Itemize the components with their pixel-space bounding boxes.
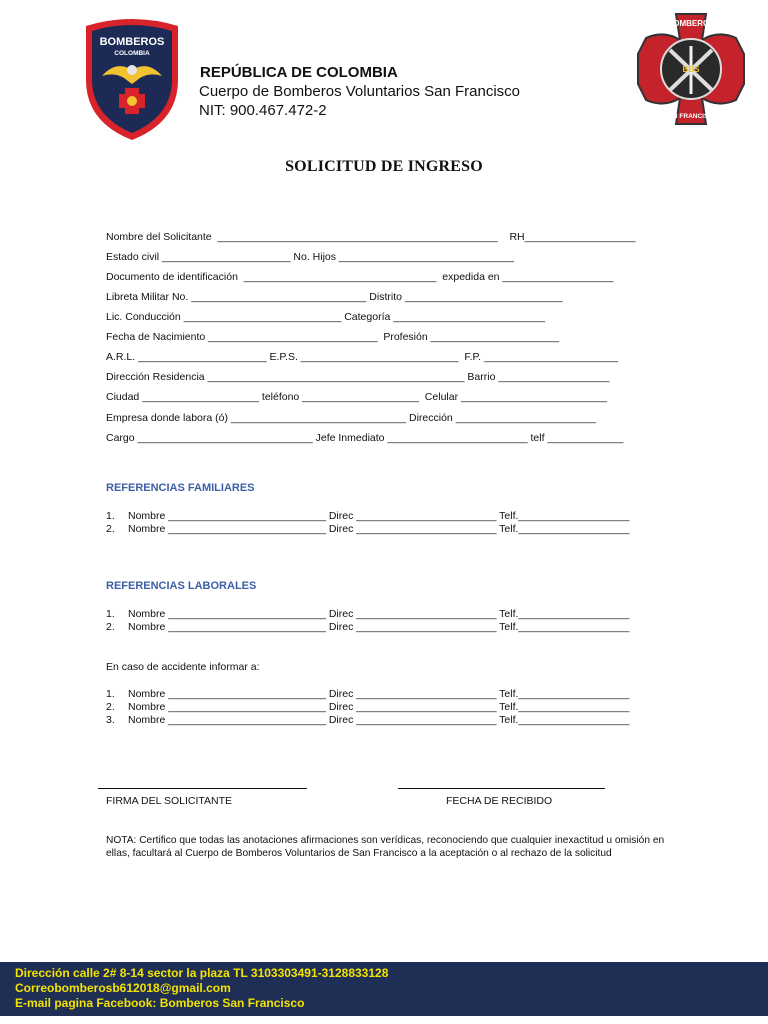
reference-row [106,523,629,535]
reference-fields: Nombre ___________________________ Direc ________________________ Telf.___________________ [128,621,630,633]
svg-text:BOMBEROS: BOMBEROS [667,19,715,28]
reference-row [106,701,629,713]
header-nit: NIT: 900.467.472-2 [199,102,327,119]
reference-number: 1. [106,608,115,620]
reference-number: 2. [106,621,115,633]
reference-fields: Nombre ___________________________ Direc ________________________ Telf.___________________ [128,714,630,726]
form-line-estado-civil-hijos: Estado civil ______________________ No. Hijos ______________________________ [106,251,515,263]
header-country: REPÚBLICA DE COLOMBIA [200,64,398,81]
section-title-referencias-familiares: REFERENCIAS FAMILIARES [106,482,255,494]
signature-line-received [398,788,605,789]
svg-text:SAN FRANCISCO: SAN FRANCISCO [663,113,719,120]
header-organization: Cuerpo de Bomberos Voluntarios San Francisco [199,83,521,100]
form-line-nacimiento-profesion: Fecha de Nacimiento _____________________________ Profesión ______________________ [106,331,560,343]
section-title-accidente: En caso de accidente informar a: [106,661,260,673]
signature-line-applicant [98,788,307,789]
reference-number: 1. [106,510,115,522]
bomberos-san-francisco-badge-logo [632,10,750,128]
reference-row [106,688,629,700]
section-title-referencias-laborales: REFERENCIAS LABORALES [106,580,257,592]
reference-row [106,714,629,726]
svg-text:BOMBEROS: BOMBEROS [99,36,165,48]
form-line-direccion-barrio: Dirección Residencia ____________________________________________ Barrio ___________________ [106,371,610,383]
signature-label-applicant: FIRMA DEL SOLICITANTE [106,795,233,807]
reference-number: 1. [106,688,115,700]
reference-number: 2. [106,701,115,713]
svg-text:BBS: BBS [682,65,700,74]
reference-fields: Nombre ___________________________ Direc ________________________ Telf.___________________ [128,510,630,522]
form-line-ciudad-telefono-celular: Ciudad ____________________ teléfono ____________________ Celular _________________________ [106,391,607,403]
footer-facebook: E-mail pagina Facebook: Bomberos San Francisco [15,996,305,1010]
reference-fields: Nombre ___________________________ Direc ________________________ Telf.___________________ [128,701,630,713]
form-line-arl-eps-fp: A.R.L. ______________________ E.P.S. ___________________________ F.P. _______________________ [106,351,619,363]
svg-text:COLOMBIA: COLOMBIA [114,50,150,57]
reference-row [106,510,629,522]
bomberos-colombia-shield-logo [80,18,184,142]
form-line-nombre-rh: Nombre del Solicitante ________________________________________________ RH___________________ [106,231,636,243]
reference-row [106,621,629,633]
reference-fields: Nombre ___________________________ Direc ________________________ Telf.___________________ [128,523,630,535]
reference-fields: Nombre ___________________________ Direc ________________________ Telf.___________________ [128,608,630,620]
form-line-licencia-categoria: Lic. Conducción ___________________________ Categoría __________________________ [106,311,546,323]
reference-fields: Nombre ___________________________ Direc ________________________ Telf.___________________ [128,688,630,700]
nota-paragraph: NOTA: Certifico que todas las anotaciones afirmaciones son verídicas, reconociendo que cualquier inexactitud u omisión en ellas, facultará al Cuerpo de Bomberos Voluntarios de San Francisco a la aceptación o al rechazo de la solicitud [106,835,665,859]
form-line-empresa-direccion: Empresa donde labora (ó) ______________________________ Dirección ________________________ [106,412,596,424]
reference-number: 3. [106,714,115,726]
signature-label-received: FECHA DE RECIBIDO [446,795,553,807]
form-line-cargo-jefe-telf: Cargo ______________________________ Jefe Inmediato ________________________ telf _____________ [106,432,624,444]
reference-number: 2. [106,523,115,535]
footer-email: Correobomberosb612018@gmail.com [15,981,231,995]
reference-row [106,608,629,620]
document-title: SOLICITUD DE INGRESO [285,158,483,175]
footer-address: Dirección calle 2# 8-14 sector la plaza TL 3103303491-3128833128 [15,966,389,980]
form-line-libreta-distrito: Libreta Militar No. ______________________________ Distrito ___________________________ [106,291,563,303]
form-line-documento-expedida: Documento de identificación _________________________________ expedida en ___________________ [106,271,614,283]
